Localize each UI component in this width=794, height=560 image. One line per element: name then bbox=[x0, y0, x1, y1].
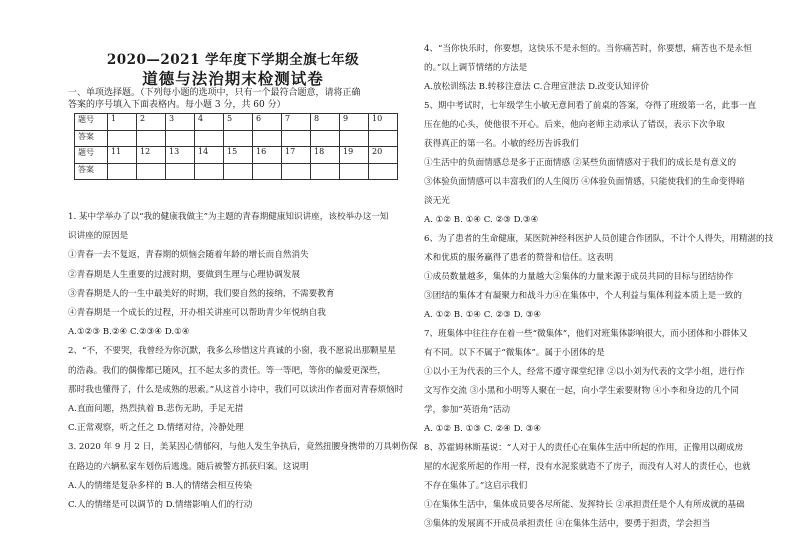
question-text-line: ②青春期是人生重要的过渡时期，要做到生理与心理协调发展 bbox=[68, 269, 301, 280]
answer-cell[interactable] bbox=[137, 163, 166, 180]
answer-cell[interactable] bbox=[224, 163, 253, 180]
exam-title-line1: 2020—2021 学年度下学期全旗七年级 bbox=[106, 52, 360, 68]
question-text-line: ③集体的发展离不开成员承担责任 ④在集体生活中，要勇于担责，学会担当 bbox=[424, 519, 711, 529]
question-text-line: C.正常观察，听之任之 D.情绪对待，冷静处理 bbox=[68, 423, 244, 434]
question-text-line: ①生活中的负面情感总是多于正面情感 ②某些负面情感对于我们的成长是有意义的 bbox=[424, 158, 737, 168]
question-text-line: 术和优质的服务赢得了患者的赞誉和信任。这表明 bbox=[424, 253, 614, 263]
table-row bbox=[75, 130, 398, 147]
section-heading: 一、单项选择题。（下列每小题的选项中，只有一个最符合题意，请将正确 bbox=[68, 88, 361, 98]
answer-cell[interactable] bbox=[282, 130, 311, 147]
answer-cell[interactable] bbox=[311, 163, 340, 180]
answer-cell[interactable] bbox=[369, 163, 398, 180]
question-number: 12 bbox=[137, 147, 166, 164]
question-number: 3 bbox=[166, 114, 195, 131]
question-number: 20 bbox=[369, 147, 398, 164]
question-number: 19 bbox=[340, 147, 369, 164]
question-text-line: 的浩淼。我们的偶像都已随风，扛不起太多的责任。等一等吧，等你的偏爱更深些， bbox=[68, 365, 386, 376]
answer-label: 答案 bbox=[75, 163, 108, 180]
question-text-line: A.①②③ B.②④ C.②③④ D.①④ bbox=[68, 327, 190, 338]
question-text-line: A. ①② B. ①④ C. ②③ D. ③④ bbox=[424, 310, 542, 320]
answer-cell[interactable] bbox=[340, 163, 369, 180]
question-text-line: C.人的情绪是可以调节的 D.情绪影响人们的行动 bbox=[68, 500, 253, 510]
question-text-line: 1. 某中学举办了以“我的健康我做主”为主题的青春期健康知识讲座，该校举办这一知 bbox=[68, 212, 389, 222]
answer-cell[interactable] bbox=[311, 130, 340, 147]
question-text-line: 5、期中考试时，七年级学生小敏无意间看了前桌的答案，夺得了班级第一名，此事一直 bbox=[424, 101, 757, 111]
answer-cell[interactable] bbox=[282, 163, 311, 180]
answer-cell[interactable] bbox=[108, 163, 137, 180]
question-number: 4 bbox=[195, 114, 224, 131]
question-number: 9 bbox=[340, 114, 369, 131]
question-number: 13 bbox=[166, 147, 195, 164]
answer-cell[interactable] bbox=[224, 130, 253, 147]
question-text-line: 文写作交流 ③小黑和小明等人聚在一起，向小学生索要财物 ④小李和身边的几个同 bbox=[424, 386, 739, 396]
answer-cell[interactable] bbox=[253, 163, 282, 180]
question-text-line: ③青春期是人的一生中最美好的时期，我们要自然的接纳，不需要教育 bbox=[68, 288, 335, 299]
question-text-line: 学，参加“英语角”活动 bbox=[424, 405, 511, 415]
question-text-line: ③体验负面情感可以丰富我们的人生阅历 ④体验负面情感，只能使我们的生命变得暗 bbox=[424, 177, 745, 187]
question-text-line: 的。”以上调节情绪的方法是 bbox=[424, 63, 528, 73]
question-number: 2 bbox=[137, 114, 166, 131]
question-text-line: A.直面问题，热烈执着 B.悲伤无助，手足无措 bbox=[68, 404, 244, 414]
answer-label: 答案 bbox=[75, 130, 108, 147]
table-row bbox=[75, 163, 398, 180]
question-text-line: 在路边的六辆私家车划伤后逃逸。随后被警方抓获归案。这说明 bbox=[68, 461, 309, 472]
answer-cell[interactable] bbox=[195, 130, 224, 147]
question-number: 10 bbox=[369, 114, 398, 131]
table-row bbox=[75, 114, 398, 131]
question-text-line: A. ①② B. ①③ C. ②④ D. ③④ bbox=[424, 424, 542, 434]
question-text-line: ①青春一去不复返，青春期的烦恼会随着年龄的增长而自然消失 bbox=[68, 250, 309, 261]
question-text-line: A. ①② B. ①④ C. ②③ D.③④ bbox=[424, 215, 539, 225]
question-number-label: 题号 bbox=[75, 114, 108, 131]
question-number: 5 bbox=[224, 114, 253, 131]
question-text-line: 3. 2020 年 9 月 2 日，美某因心情郁闷，与他人发生争执后，竟然扭腰身携带的刀具刺伤保 bbox=[68, 442, 418, 453]
question-number: 17 bbox=[282, 147, 311, 164]
question-text-line: 4、“当你快乐时，你要想，这快乐不是永恒的。当你痛苦时，你要想，痛苦也不是永恒 bbox=[424, 44, 752, 54]
question-text-line: 那时我也懂得了，什么是成熟的思索。”从这首小诗中，我们可以读出作者面对青春烦恼时 bbox=[68, 384, 404, 395]
answer-cell[interactable] bbox=[195, 163, 224, 180]
answer-cell[interactable] bbox=[340, 130, 369, 147]
question-number: 7 bbox=[282, 114, 311, 131]
question-text-line: ①成员数量越多，集体的力量越大②集体的力量来源于成员共同的目标与团结协作 bbox=[424, 272, 734, 282]
answer-cell[interactable] bbox=[166, 130, 195, 147]
table-row bbox=[75, 147, 398, 164]
question-number-label: 题号 bbox=[75, 147, 108, 164]
question-number: 15 bbox=[224, 147, 253, 164]
question-text-line: 淡无光 bbox=[424, 196, 450, 206]
question-number: 14 bbox=[195, 147, 224, 164]
question-text-line: 压在他的心头，使他很不开心。后来，他向老师主动承认了错误，表示下次争取 bbox=[424, 120, 725, 130]
answer-cell[interactable] bbox=[253, 130, 282, 147]
answer-table bbox=[74, 113, 398, 180]
answer-cell[interactable] bbox=[137, 130, 166, 147]
question-text-line: 识讲座的原因是 bbox=[68, 231, 129, 242]
question-number: 16 bbox=[253, 147, 282, 164]
question-text-line: A.人的情绪是复杂多样的 B.人的情绪会相互传染 bbox=[68, 480, 252, 491]
question-text-line: ①以小王为代表的三个人，经常不遵守课堂纪律 ②以小刘为代表的文学小组，进行作 bbox=[424, 367, 745, 377]
answer-cell[interactable] bbox=[108, 130, 137, 147]
question-number: 8 bbox=[311, 114, 340, 131]
question-text-line: A.放松训练法 B.转移注意法 C.合理宣泄法 D.改变认知评价 bbox=[424, 82, 649, 92]
question-text-line: 获得真正的第一名。小敏的经历告诉我们 bbox=[424, 139, 579, 149]
question-text-line: 8、苏霍姆林斯基说：“人对于人的责任心在集体生活中所起的作用，正像用以砌成房 bbox=[424, 443, 744, 453]
question-text-line: 有不同。以下不属于“微集体”。属于小团体的是 bbox=[424, 348, 605, 358]
question-text-line: ①在集体生活中，集体成员要各尽所能、发挥特长 ②承担责任是个人有所成就的基础 bbox=[424, 500, 745, 510]
question-number: 11 bbox=[108, 147, 137, 164]
question-text-line: ③团结的集体才有凝聚力和战斗力④在集体中，个人利益与集体利益本质上是一致的 bbox=[424, 291, 742, 301]
section-heading-line2: 答案的序号填入下面表格内。每小题 3 分，共 60 分） bbox=[68, 100, 286, 110]
question-number: 18 bbox=[311, 147, 340, 164]
exam-title-line2: 道德与法治期末检测试卷 bbox=[142, 69, 324, 88]
question-number: 6 bbox=[253, 114, 282, 131]
question-text-line: 6、为了患者的生命健康，某医院神经科医护人员创建合作团队，不计个人得失，用精湛的技 bbox=[424, 234, 774, 244]
question-number: 1 bbox=[108, 114, 137, 131]
question-text-line: 7、班集体中往往存在着一些“微集体”，他们对班集体影响很大，而小团体和小群体又 bbox=[424, 329, 748, 339]
answer-cell[interactable] bbox=[369, 130, 398, 147]
question-text-line: ④青春期是一个成长的过程，开办相关讲座可以帮助青少年悦纳自我 bbox=[68, 308, 326, 318]
question-text-line: 屋的水泥浆所起的作用一样，没有水泥浆就造不了房子，而没有人对人的责任心，也就 bbox=[424, 462, 751, 472]
question-text-line: 不存在集体了。”这启示我们 bbox=[424, 481, 528, 491]
question-text-line: 2、“不，不要哭，我曾经为你沉默，我多么珍惜这片真诚的小窗，我不愿说出那颗星星 bbox=[68, 346, 396, 357]
answer-cell[interactable] bbox=[166, 163, 195, 180]
